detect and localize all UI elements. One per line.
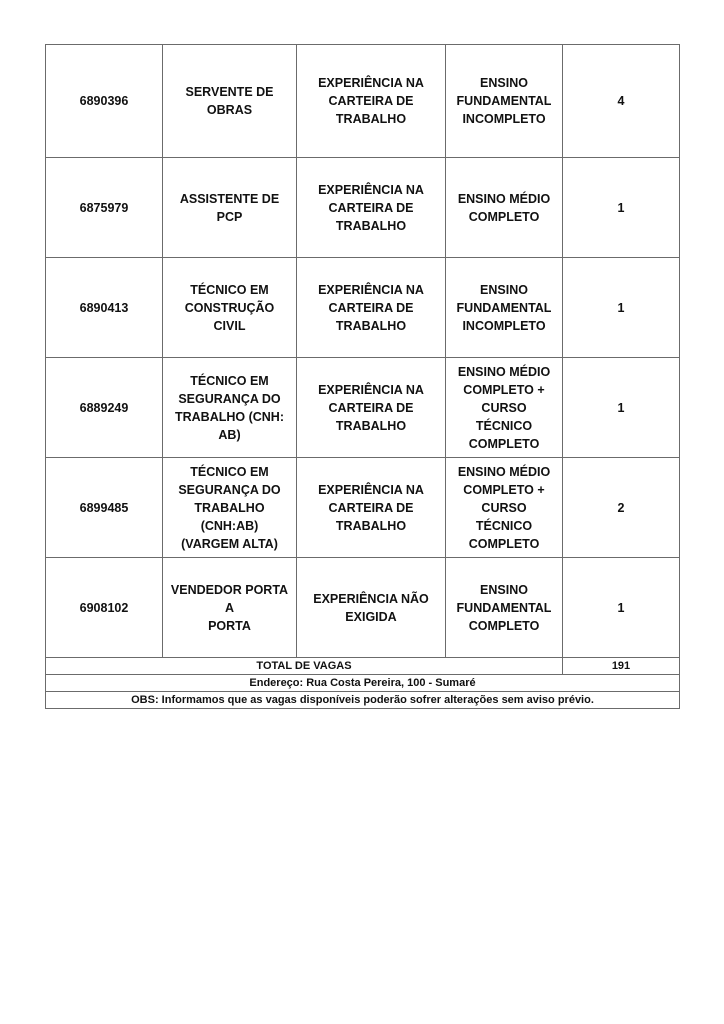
vacancy-count: 4	[563, 45, 680, 158]
vacancy-count: 1	[563, 558, 680, 658]
vacancy-education: ENSINO MÉDIO COMPLETO + CURSO TÉCNICO COMPLETO	[446, 358, 563, 458]
obs-row	[46, 692, 680, 709]
vacancy-code: 6875979	[46, 158, 163, 258]
vacancy-education: ENSINO MÉDIO COMPLETO	[446, 158, 563, 258]
vacancy-code: 6890396	[46, 45, 163, 158]
vacancy-experience: EXPERIÊNCIA NA CARTEIRA DE TRABALHO	[297, 458, 446, 558]
vacancy-role: TÉCNICO EM SEGURANÇA DO TRABALHO (CNH:AB) (VARGEM ALTA)	[163, 458, 297, 558]
vacancy-role: TÉCNICO EM CONSTRUÇÃO CIVIL	[163, 258, 297, 358]
table-row	[46, 558, 680, 658]
vacancy-sheet	[45, 44, 679, 709]
vacancy-education: ENSINO FUNDAMENTAL INCOMPLETO	[446, 45, 563, 158]
vacancy-experience: EXPERIÊNCIA NA CARTEIRA DE TRABALHO	[297, 45, 446, 158]
table-row	[46, 358, 680, 458]
address-text: Endereço: Rua Costa Pereira, 100 - Sumaré	[46, 675, 680, 692]
total-label: TOTAL DE VAGAS	[46, 658, 563, 675]
total-value: 191	[563, 658, 680, 675]
vacancy-code: 6908102	[46, 558, 163, 658]
vacancy-count: 2	[563, 458, 680, 558]
vacancy-table	[45, 44, 680, 709]
vacancy-code: 6890413	[46, 258, 163, 358]
vacancy-role: VENDEDOR PORTA A PORTA	[163, 558, 297, 658]
vacancy-experience: EXPERIÊNCIA NA CARTEIRA DE TRABALHO	[297, 258, 446, 358]
vacancy-role: SERVENTE DE OBRAS	[163, 45, 297, 158]
vacancy-count: 1	[563, 258, 680, 358]
vacancy-role: TÉCNICO EM SEGURANÇA DO TRABALHO (CNH: AB)	[163, 358, 297, 458]
vacancy-experience: EXPERIÊNCIA NA CARTEIRA DE TRABALHO	[297, 158, 446, 258]
total-row	[46, 658, 680, 675]
vacancy-experience: EXPERIÊNCIA NÃO EXIGIDA	[297, 558, 446, 658]
vacancy-education: ENSINO FUNDAMENTAL COMPLETO	[446, 558, 563, 658]
vacancy-role: ASSISTENTE DE PCP	[163, 158, 297, 258]
table-row	[46, 458, 680, 558]
vacancy-code: 6899485	[46, 458, 163, 558]
vacancy-count: 1	[563, 358, 680, 458]
vacancy-education: ENSINO FUNDAMENTAL INCOMPLETO	[446, 258, 563, 358]
vacancy-code: 6889249	[46, 358, 163, 458]
address-row	[46, 675, 680, 692]
table-row	[46, 45, 680, 158]
vacancy-experience: EXPERIÊNCIA NA CARTEIRA DE TRABALHO	[297, 358, 446, 458]
table-row	[46, 158, 680, 258]
table-row	[46, 258, 680, 358]
vacancy-count: 1	[563, 158, 680, 258]
vacancy-education: ENSINO MÉDIO COMPLETO + CURSO TÉCNICO COMPLETO	[446, 458, 563, 558]
obs-text: OBS: Informamos que as vagas disponíveis poderão sofrer alterações sem aviso prévio.	[46, 692, 680, 709]
